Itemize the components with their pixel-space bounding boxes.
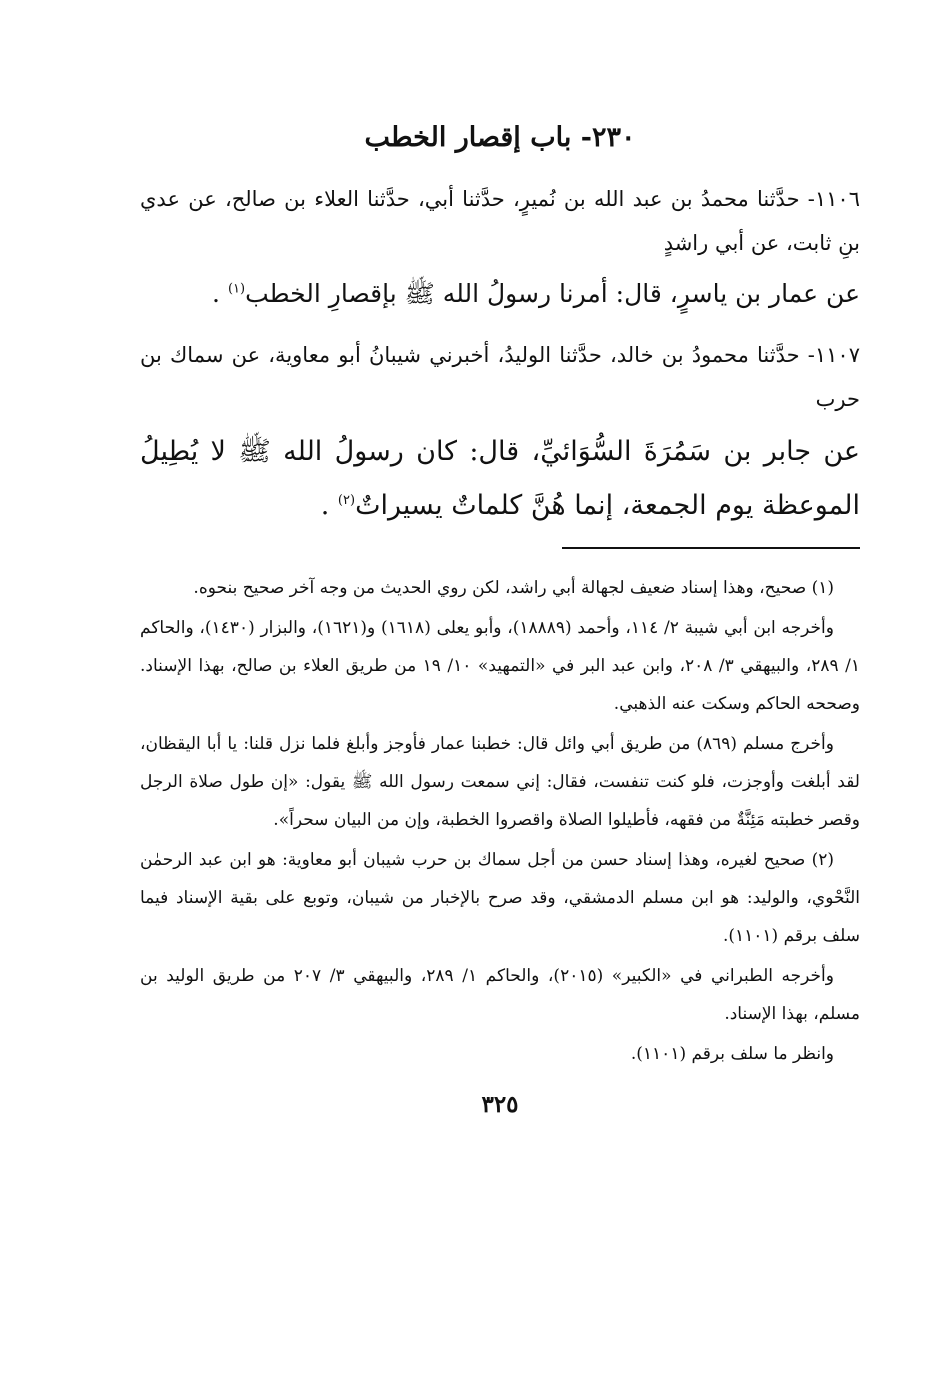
page-number: ٣٢٥ — [481, 1091, 519, 1119]
hadith-matn-text: عن جابر بن سَمُرَةَ السُّوَائيِّ، قال: كان رسولُ الله ﷺ لا يُطِيلُ الموعظة يوم الجمعة، إنما هُنَّ كلماتٌ يسيراتٌ — [140, 436, 860, 522]
page-body — [140, 120, 860, 1118]
footnote-divider — [562, 547, 860, 549]
chapter-title: ٢٣٠- باب إقصار الخطب — [364, 122, 636, 153]
hadith-end: . — [320, 490, 338, 522]
hadith-1106 — [140, 177, 860, 319]
hadith-isnad: ١١٠٦- حدَّثنا محمدُ بن عبد الله بن نُميرٍ، حدَّثنا أبي، حدَّثنا العلاء بن صالح، عن عدي بنِ ثابت، عن أبي راشدٍ — [140, 187, 860, 256]
footnote-1: (١) صحيح، وهذا إسناد ضعيف لجهالة أبي راشد، لكن روي الحديث من وجه آخر صحيح بنحوه. — [193, 578, 834, 599]
footnote-2-see-also: وانظر ما سلف برقم (١١٠١). — [630, 1044, 834, 1065]
footnote-1-takhrij: وأخرجه ابن أبي شيبة ٢/ ١١٤، وأحمد (١٨٨٨٩)، وأبو يعلى (١٦١٨) و(١٦٢١)، والبزار (١٤٣٠)، والحاكم ١/ ٢٨٩، والبيهقي ٣/ ٢٠٨، وابن عبد البر في «التمهيد» ١٠/ ١٩ من طريق العلاء بن صالح، بهذا الإسناد. وصححه الحاكم وسكت عنه الذهبي. — [140, 618, 860, 715]
hadith-1107 — [140, 333, 860, 533]
hadith-isnad: ١١٠٧- حدَّثنا محمودُ بن خالد، حدَّثنا الوليدُ، أخبرني شيبانُ أبو معاوية، عن سماك بن حرب — [140, 343, 860, 412]
footnote-ref: (١) — [227, 281, 246, 297]
footnotes — [140, 569, 860, 1073]
hadith-matn-text: عن عمار بن ياسرٍ، قال: أمرنا رسولُ الله ﷺ بإقصارِ الخطب — [245, 279, 860, 309]
hadith-end: . — [212, 279, 228, 309]
hadith-matn — [140, 425, 860, 533]
footnote-2: (٢) صحيح لغيره، وهذا إسناد حسن من أجل سماك بن حرب شيبان أبو معاوية: هو ابن عبد الرحمٰن النَّحْوي، والوليد: هو ابن مسلم الدمشقي، وقد صرح بالإخبار من شيبان، وتوبع على بقية الإسناد فيما سلف برقم (١١٠١). — [140, 850, 860, 947]
footnote-ref: (٢) — [337, 493, 356, 509]
hadith-matn — [140, 269, 860, 319]
footnote-2-takhrij: وأخرجه الطبراني في «الكبير» (٢٠١٥)، والحاكم ١/ ٢٨٩، والبيهقي ٣/ ٢٠٧ من طريق الوليد بن مسلم، بهذا الإسناد. — [140, 966, 860, 1025]
footnote-1-muslim: وأخرج مسلم (٨٦٩) من طريق أبي وائل قال: خطبنا عمار فأوجز وأبلغ فلما نزل قلنا: يا أبا اليقظان، لقد أبلغت وأوجزت، فلو كنت تنفست، فقال: إني سمعت رسول الله ﷺ يقول: «إن طول صلاة الرجل وقصر خطبته مَئِنَّةٌ من فقهه، فأطيلوا الصلاة واقصروا الخطبة، وإن من البيان سحراً». — [140, 734, 860, 831]
